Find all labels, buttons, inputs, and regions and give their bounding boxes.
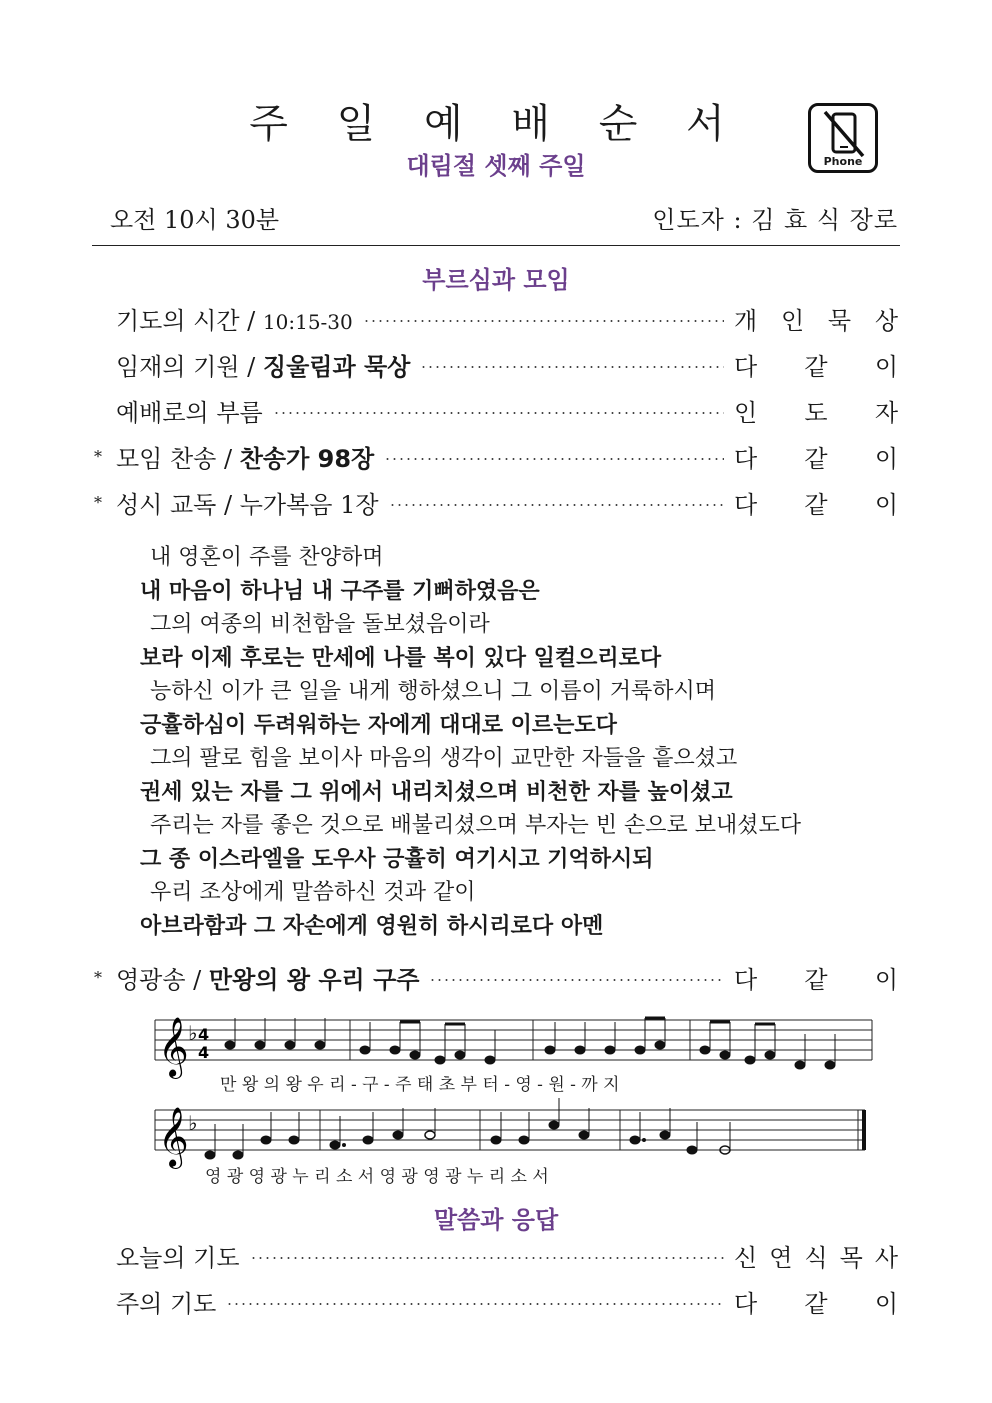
order-item-responder (734, 301, 898, 336)
reading-line-leader: 능하신 이가 큰 일을 내게 행하셨으니 그 이름이 거룩하시며 (150, 679, 716, 704)
order-item-label: 주의 기도 (116, 1289, 217, 1318)
reading-line-leader: 주리는 자를 좋은 것으로 배불리셨으며 부자는 빈 손으로 보내셨도다 (150, 813, 802, 838)
order-item-label: 영광송 / 만왕의 왕 우리 구주 (116, 965, 420, 994)
responder-char: 같 (804, 490, 828, 519)
order-item (92, 301, 898, 335)
order-item (92, 485, 898, 519)
reading-line-congregation: 아브라함과 그 자손에게 영원히 하시리로다 아멘 (140, 913, 604, 939)
lyrics-line-1: 만 왕 의 왕 우 리 - 구 - 주 태 초 부 터 - 영 - 원 - 까 지 (220, 1075, 620, 1095)
service-time: 오전 10시 30분 (110, 206, 280, 234)
reading-line-leader: 우리 조상에게 말씀하신 것과 같이 (150, 880, 476, 905)
leader-dots (226, 1303, 724, 1305)
responder-char: 같 (804, 965, 828, 994)
order-item-responder (734, 393, 898, 428)
order-item-label: 예배로의 부름 (116, 398, 263, 427)
leader-dots (429, 979, 724, 981)
reading-line-leader: 그의 여종의 비천함을 돌보셨음이라 (150, 612, 490, 637)
responder-char: 이 (874, 444, 898, 473)
order-item-responder (734, 1238, 898, 1273)
reading-line-congregation: 보라 이제 후로는 만세에 나를 복이 있다 일컬으리로다 (140, 645, 662, 671)
leader-dots (250, 1257, 724, 1259)
order-item (92, 1238, 898, 1272)
reading-line-congregation: 긍휼하심이 두려워하는 자에게 대대로 이르는도다 (140, 712, 617, 738)
lyrics-line-2: 영 광 영 광 누 리 소 서 영 광 영 광 누 리 소 서 (205, 1167, 549, 1187)
order-item (92, 393, 898, 427)
responder-char: 묵 (827, 306, 852, 335)
flat-key-icon: ♭ (188, 1021, 198, 1045)
phone-label: Phone (823, 155, 863, 168)
responder-char: 다 (734, 965, 758, 994)
responder-char: 이 (874, 490, 898, 519)
reading-line-congregation: 그 종 이스라엘을 도우사 긍휼히 여기시고 기억하시되 (140, 846, 654, 872)
page-title: 주 일 예 배 순 서 (249, 101, 743, 147)
order-item-label: 임재의 기원 / 징울림과 묵상 (116, 352, 411, 381)
required-mark: * (94, 967, 102, 987)
responder-char: 개 (734, 306, 758, 335)
order-item-responder (734, 485, 898, 520)
responder-char: 다 (734, 444, 758, 473)
responder-char: 이 (874, 965, 898, 994)
reading-line-leader: 그의 팔로 힘을 보이사 마음의 생각이 교만한 자들을 흩으셨고 (150, 746, 738, 771)
order-item-responder (734, 347, 898, 382)
order-item-label: 모임 찬송 / 찬송가 98장 (116, 444, 375, 473)
header-divider (92, 245, 900, 246)
section-title-gathering: 부르심과 모임 (422, 266, 570, 294)
order-item-title: 찬송가 98장 (239, 444, 375, 473)
responder-char: 사 (874, 1243, 898, 1272)
responder-char: 도 (804, 398, 828, 427)
responder-char: 같 (804, 352, 828, 381)
page-subtitle: 대림절 셋째 주일 (406, 152, 586, 180)
order-item-title: 징울림과 묵상 (262, 352, 411, 381)
responder-char: 인 (780, 306, 805, 335)
order-item-responder (734, 960, 898, 995)
time-sig-top: 4 (198, 1025, 210, 1044)
responder-char: 다 (734, 1289, 758, 1318)
required-mark: * (94, 492, 102, 512)
order-item-label: 기도의 시간 / 10:15-30 (116, 306, 353, 335)
order-item-label: 오늘의 기도 (116, 1243, 240, 1272)
reading-line-leader: 내 영혼이 주를 찬양하며 (150, 545, 384, 570)
order-item-responder (734, 1284, 898, 1319)
responder-char: 같 (804, 444, 828, 473)
leader-dots (420, 366, 724, 368)
order-item (92, 347, 898, 381)
leader-dots (389, 504, 724, 506)
responder-char: 목 (839, 1243, 863, 1272)
section-title-word: 말씀과 응답 (433, 1206, 559, 1234)
order-item-responder (734, 439, 898, 474)
responder-char: 이 (874, 1289, 898, 1318)
responder-char: 식 (804, 1243, 828, 1272)
responder-char: 다 (734, 490, 758, 519)
leader-dots (273, 412, 724, 414)
responder-char: 자 (874, 398, 898, 427)
service-leader: 인도자 : 김 효 식 장로 (652, 206, 898, 234)
responder-char: 이 (874, 352, 898, 381)
leader-dots (384, 458, 724, 460)
flat-key-icon-2: ♭ (188, 1111, 198, 1135)
responder-char: 상 (874, 306, 898, 335)
staff-2 (155, 1110, 866, 1150)
responder-char: 인 (734, 398, 758, 427)
order-item (92, 960, 898, 994)
staff-1 (155, 1020, 872, 1060)
order-item-title: 만왕의 왕 우리 구주 (208, 965, 420, 994)
reading-line-congregation: 권세 있는 자를 그 위에서 내리치셨으며 비천한 자를 높이셨고 (140, 779, 733, 805)
time-sig-bottom: 4 (198, 1043, 210, 1062)
notes-line-1 (225, 1018, 835, 1069)
responder-char: 신 (734, 1243, 758, 1272)
order-item (92, 1284, 898, 1318)
responder-char: 같 (804, 1289, 828, 1318)
reading-line-congregation: 내 마음이 하나님 내 구주를 기뻐하였음은 (140, 578, 540, 604)
responder-char: 연 (769, 1243, 793, 1272)
order-item (92, 439, 898, 473)
required-mark: * (94, 446, 102, 466)
responder-char: 다 (734, 352, 758, 381)
order-item-time: 10:15-30 (262, 309, 353, 334)
leader-dots (363, 320, 724, 322)
order-item-label: 성시 교독 / 누가복음 1장 (116, 490, 379, 519)
doxology-score (150, 1010, 880, 1190)
treble-clef-icon: 𝄞 (158, 1017, 189, 1077)
no-phone-icon (808, 103, 878, 173)
treble-clef-icon-2: 𝄞 (158, 1107, 189, 1167)
